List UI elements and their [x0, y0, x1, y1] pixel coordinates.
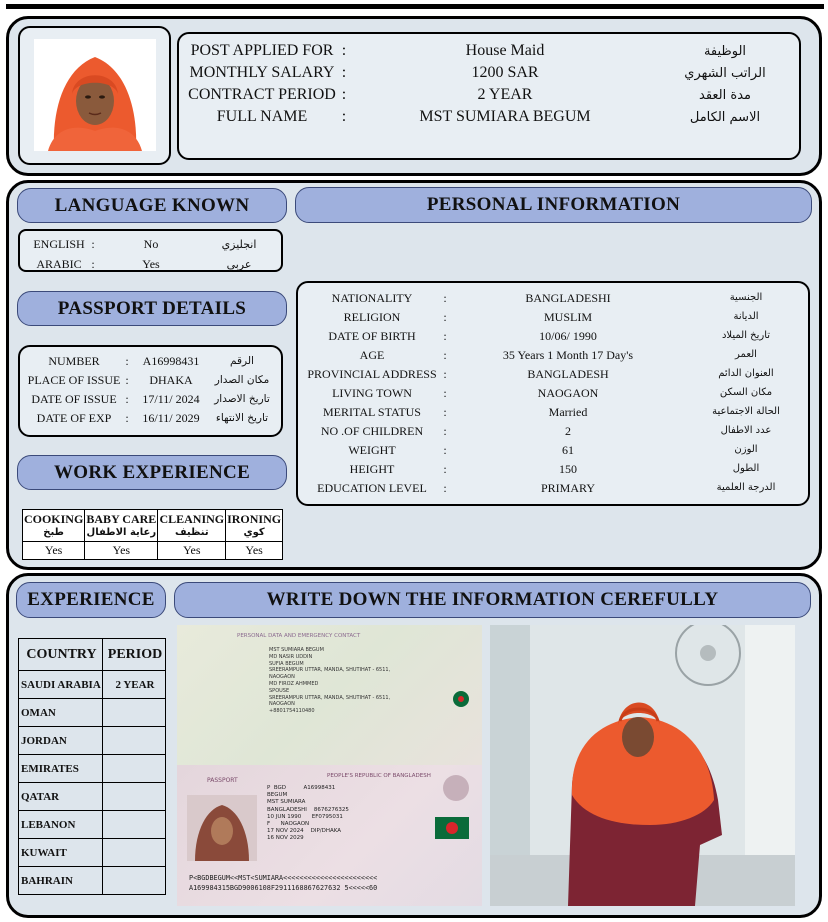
work-skills-table: [22, 509, 283, 560]
passport-field-label: DATE OF ISSUE: [31, 392, 117, 406]
experience-period: [103, 727, 166, 755]
period-header: PERIOD: [103, 639, 166, 671]
experience-period: [103, 699, 166, 727]
language-known-heading: LANGUAGE KNOWN: [17, 188, 287, 223]
personal-field-label: PROVINCIAL ADDRESS: [307, 367, 437, 381]
experience-period: [103, 839, 166, 867]
emergency-line: MST SUMIARA BEGUM: [269, 647, 324, 653]
full-body-photo: [490, 625, 795, 906]
experience-country: LEBANON: [19, 811, 103, 839]
emergency-line: MD NASIR UDDIN: [269, 653, 313, 660]
passport-field-value: DHAKA: [149, 373, 193, 387]
skill-name-arabic: طبخ: [43, 526, 64, 538]
country-line: PEOPLE'S REPUBLIC OF BANGLADESH: [327, 773, 431, 779]
personal-field-value: 2: [565, 424, 571, 438]
personal-field-arabic: الدرجة العلمية: [716, 482, 776, 493]
emergency-line: NAOGAON: [269, 701, 295, 708]
personal-field-value: 35 Years 1 Month 17 Day's: [502, 348, 634, 362]
personal-field-arabic: الحالة الاجتماعية: [712, 406, 780, 417]
personal-field-label: EDUCATION LEVEL: [317, 481, 427, 495]
personal-field-value: PRIMARY: [540, 481, 596, 495]
personal-field-colon: :: [443, 481, 447, 495]
language-value: Yes: [142, 257, 160, 271]
emergency-line: MD FIROZ AHMMED: [269, 680, 319, 687]
skill-name: BABY CARE: [86, 511, 157, 526]
personal-field-label: LIVING TOWN: [332, 386, 412, 400]
data-fields: P BGD A16998431 BEGUM MST SUMIARA BANGLADESHI 8676276325 10 JUN 1990 EF0795031 F NAOGAON 17 NOV 2024 DIP/DHAKA 16 NOV 2029: [267, 785, 349, 842]
language-colon: :: [91, 257, 95, 271]
personal-field-value: BANGLADESH: [527, 367, 609, 381]
skill-header: [158, 510, 226, 542]
personal-field-colon: :: [443, 329, 447, 343]
personal-field-colon: :: [443, 310, 447, 324]
skill-name: IRONING: [227, 511, 282, 526]
job-field-colon: :: [341, 108, 347, 125]
emergency-line: +8801754110480: [269, 708, 315, 715]
language-arabic: عربي: [226, 258, 252, 271]
experience-period: 2 YEAR: [103, 671, 166, 699]
experience-heading: EXPERIENCE: [16, 582, 166, 618]
experience-country: BAHRAIN: [19, 867, 103, 895]
passport-field-arabic: تاريخ الانتهاء: [215, 412, 269, 424]
experience-table: [18, 638, 166, 895]
personal-field-colon: :: [443, 405, 447, 419]
skill-name-arabic: رعاية الاطفال: [86, 526, 157, 538]
emergency-line: SREERAMPUR UTTAR, MANDA, SHUTIHAT - 6511,: [269, 667, 391, 674]
experience-row: [19, 755, 166, 783]
personal-field-value: 61: [562, 443, 574, 457]
skill-value: Yes: [226, 542, 283, 560]
personal-field-arabic: مكان السكن: [719, 387, 773, 398]
passport-field-arabic: تاريخ الاصدار: [214, 393, 270, 405]
personal-field-arabic: تاريخ الميلاد: [721, 330, 771, 341]
holder-photo-ghost: [443, 775, 469, 801]
passport-field-value: 16/11/ 2029: [142, 411, 200, 425]
personal-field-arabic: الجنسية: [729, 292, 763, 303]
passport-field-colon: :: [125, 373, 129, 387]
personal-field-label: NO .OF CHILDREN: [320, 424, 424, 438]
emergency-line: NAOGAON: [269, 674, 295, 681]
experience-period: [103, 783, 166, 811]
experience-row: [19, 867, 166, 895]
personal-field-value: Married: [548, 405, 588, 419]
experience-period: [103, 867, 166, 895]
personal-field-label: RELIGION: [343, 310, 401, 324]
experience-country: SAUDI ARABIA: [19, 671, 103, 699]
job-field-arabic: مدة العقد: [699, 88, 751, 103]
job-field-colon: :: [341, 64, 347, 81]
personal-field-colon: :: [443, 386, 447, 400]
skill-header: [85, 510, 158, 542]
passport-field-value: 17/11/ 2024: [142, 392, 200, 406]
experience-country: JORDAN: [19, 727, 103, 755]
language-label: ARABIC: [36, 257, 82, 271]
experience-period: [103, 811, 166, 839]
job-field-arabic: الراتب الشهري: [684, 66, 766, 81]
job-field-colon: :: [341, 42, 347, 59]
language-label: ENGLISH: [33, 237, 85, 251]
mrz: P<BGDBEGUM<<MST<SUMIARA<<<<<<<<<<<<<<<<<<<<<<< A169984315BGD9006108F2911168867627632 5<<<<<60: [189, 874, 378, 892]
personal-field-colon: :: [443, 443, 447, 457]
skill-name: COOKING: [23, 511, 84, 526]
flag-emblem: [453, 691, 469, 707]
job-field-value: 1200 SAR: [471, 64, 539, 81]
skill-value: Yes: [158, 542, 226, 560]
skill-name: CLEANING: [159, 511, 225, 526]
personal-information-heading: PERSONAL INFORMATION: [295, 187, 812, 223]
personal-field-value: NAOGAON: [537, 386, 599, 400]
emergency-lines: [269, 647, 390, 715]
passport-field-colon: :: [125, 411, 129, 425]
personal-field-arabic: العمر: [735, 349, 757, 360]
experience-row: [19, 839, 166, 867]
passport-word: PASSPORT: [207, 777, 238, 784]
skill-name-arabic: كوي: [243, 526, 265, 538]
job-field-arabic: الوظيفة: [703, 44, 747, 59]
experience-country: EMIRATES: [19, 755, 103, 783]
skill-value: Yes: [23, 542, 85, 560]
language-value: No: [143, 237, 159, 251]
experience-country: KUWAIT: [19, 839, 103, 867]
job-field-value: MST SUMIARA BEGUM: [419, 108, 591, 125]
top-rule: [6, 4, 824, 9]
profile-photo-frame: [18, 26, 171, 165]
personal-field-label: MERITAL STATUS: [323, 405, 421, 419]
personal-field-label: WEIGHT: [348, 443, 396, 457]
experience-country: OMAN: [19, 699, 103, 727]
job-field-label: FULL NAME: [216, 108, 308, 125]
personal-field-value: MUSLIM: [543, 310, 592, 324]
personal-field-colon: :: [443, 367, 447, 381]
passport-details-heading: PASSPORT DETAILS: [17, 291, 287, 326]
personal-field-colon: :: [443, 348, 447, 362]
skill-name-arabic: تنظيف: [175, 526, 209, 538]
flag-badge: [435, 817, 469, 839]
experience-row: [19, 699, 166, 727]
personal-field-arabic: الطول: [732, 463, 760, 474]
job-field-value: 2 YEAR: [477, 86, 533, 103]
personal-field-colon: :: [443, 291, 447, 305]
personal-field-label: DATE OF BIRTH: [328, 329, 416, 343]
language-arabic: انجليزي: [221, 238, 257, 251]
profile-photo: [34, 39, 156, 151]
job-field-label: MONTHLY SALARY: [189, 64, 335, 81]
emergency-page: [177, 625, 482, 765]
personal-field-value: 10/06/ 1990: [539, 329, 597, 343]
holder-photo: [187, 795, 257, 861]
skill-value: Yes: [85, 542, 158, 560]
skill-header: [226, 510, 283, 542]
job-field-value: House Maid: [465, 42, 545, 59]
personal-field-label: AGE: [359, 348, 385, 362]
personal-field-value: BANGLADESHI: [525, 291, 611, 305]
experience-row: [19, 727, 166, 755]
personal-field-label: HEIGHT: [349, 462, 395, 476]
emergency-heading: PERSONAL DATA AND EMERGENCY CONTACT: [237, 633, 361, 639]
experience-period: [103, 755, 166, 783]
personal-field-arabic: الوزن: [734, 444, 758, 455]
experience-row: [19, 783, 166, 811]
data-page: [177, 765, 482, 906]
emergency-line: SPOUSE: [269, 687, 290, 694]
experience-country: QATAR: [19, 783, 103, 811]
personal-field-arabic: الديانة: [733, 311, 759, 322]
passport-field-label: NUMBER: [48, 354, 100, 368]
passport-field-colon: :: [125, 392, 129, 406]
country-header: COUNTRY: [19, 639, 103, 671]
work-experience-heading: WORK EXPERIENCE: [17, 455, 287, 490]
job-field-arabic: الاسم الكامل: [689, 110, 761, 125]
personal-field-arabic: العنوان الدائم: [718, 368, 774, 379]
passport-field-value: A16998431: [142, 354, 200, 368]
passport-field-label: DATE OF EXP: [36, 411, 112, 425]
personal-field-arabic: عدد الاطفال: [720, 425, 772, 436]
passport-field-arabic: مكان الصدار: [214, 374, 270, 386]
language-colon: :: [91, 237, 95, 251]
emergency-line: SREERAMPUR UTTAR, MANDA, SHUTIHAT - 6511,: [269, 694, 391, 701]
job-field-label: CONTRACT PERIOD: [188, 86, 336, 103]
personal-field-colon: :: [443, 424, 447, 438]
passport-field-label: PLACE OF ISSUE: [27, 373, 121, 387]
personal-field-colon: :: [443, 462, 447, 476]
emergency-line: SUFIA BEGUM: [269, 660, 304, 667]
passport-field-colon: :: [125, 354, 129, 368]
personal-field-label: NATIONALITY: [331, 291, 413, 305]
skill-header: [23, 510, 85, 542]
job-field-colon: :: [341, 86, 347, 103]
personal-field-value: 150: [559, 462, 577, 476]
experience-row: [19, 811, 166, 839]
instruction-banner: WRITE DOWN THE INFORMATION CEREFULLY: [174, 582, 811, 618]
passport-scan: [177, 625, 482, 906]
passport-field-arabic: الرقم: [230, 355, 254, 367]
job-field-label: POST APPLIED FOR: [190, 42, 334, 59]
experience-row: [19, 671, 166, 699]
